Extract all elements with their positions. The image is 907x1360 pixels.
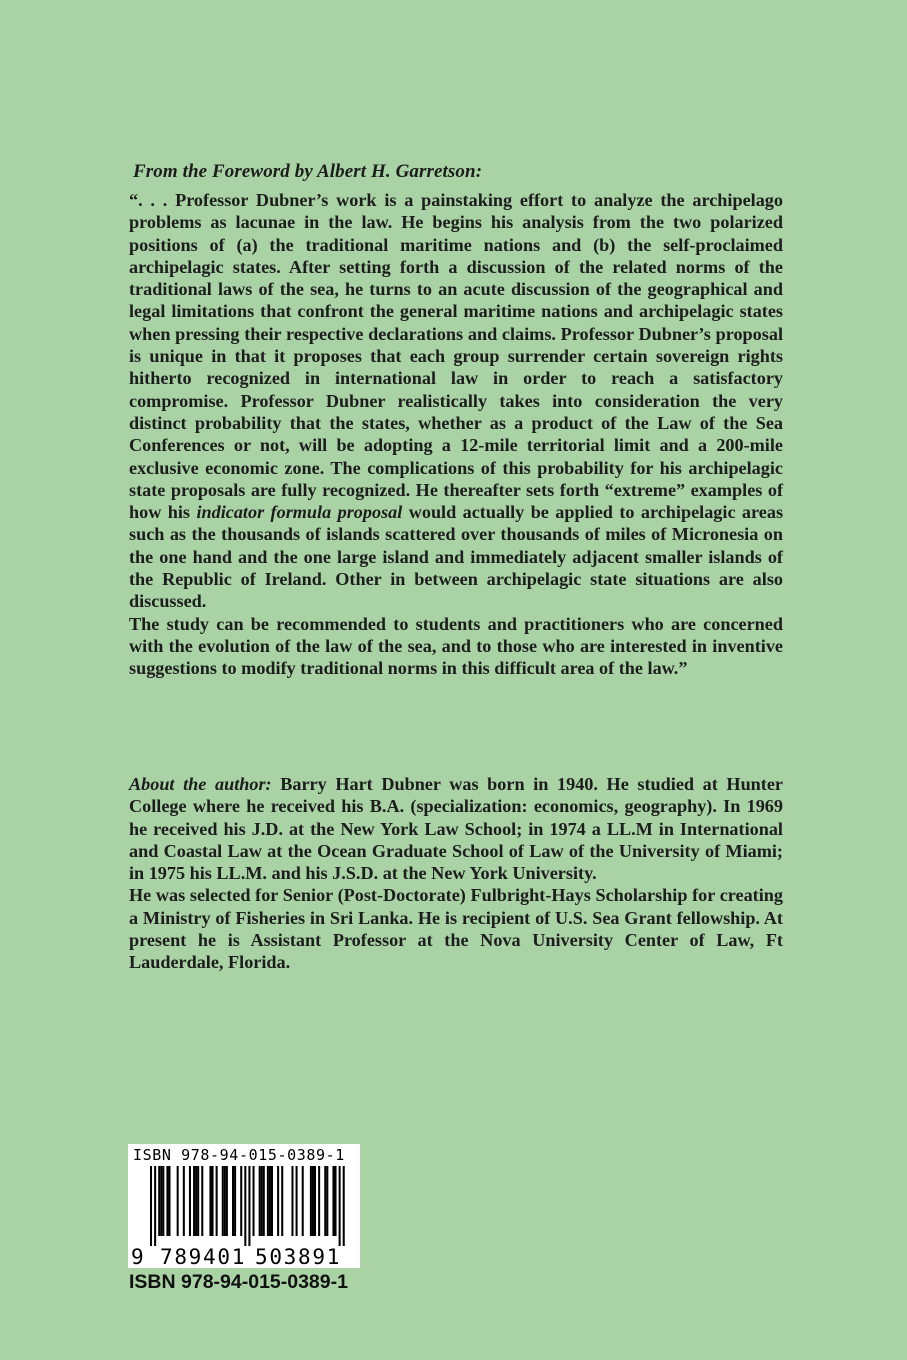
foreword-emphasis: indicator formula proposal <box>196 502 403 523</box>
foreword-recommendation: The study can be recommended to students and practitioners who are concerned with the evolution of the law of the sea, and to those who are interested in inventive suggestions to modify traditional norms in this difficult area of the law.” <box>129 613 783 679</box>
about-label: About the author: <box>129 774 272 794</box>
about-career: He was selected for Senior (Post-Doctorate) Fulbright-Hays Scholarship for creating a Ministry of Fisheries in Sri Lanka. He is recipient of U.S. Sea Grant fellowship. At present he is Assistant Professor at the Nova University Center of Law, Ft Lauderdale, Florida. <box>129 885 783 973</box>
barcode-bar <box>302 1166 304 1236</box>
barcode-bar <box>166 1166 168 1236</box>
about-paragraph <box>129 773 783 884</box>
barcode-bar <box>281 1166 283 1236</box>
foreword-quote <box>129 189 783 680</box>
barcode-bar <box>232 1166 234 1236</box>
barcode-bar <box>296 1166 298 1236</box>
barcode-bar <box>222 1166 224 1236</box>
barcode-box <box>128 1144 360 1268</box>
barcode-bar <box>271 1166 273 1236</box>
barcode-bar <box>312 1166 314 1236</box>
foreword-text-part2: would actually be applied to archipelagic areas such as the thousands of islands scattered over thousands of miles of Micronesia on the one hand and the one large island and immediately adjacent smaller islands of the Republic of Ireland. Other in between archipelagic state situations are also discussed. <box>129 502 784 612</box>
foreword-text-part1: “. . . Professor Dubner’s work is a painstaking effort to analyze the archipelago problems as lacunae in the law. He begins his analysis from the two polarized positions of (a) the traditional maritime nations and (b) the self-proclaimed archipelagic states. After setting forth a discussion of the related norms of the traditional laws of the sea, he turns to an acute discussion of the geographical and legal limitations that confront the general maritime nations and archipelagic states when pressing their respective declarations and claims. Professor Dubner’s proposal is unique in that it proposes that each group surrender certain sovereign rights hitherto recognized in international law in order to reach a satisfactory compromise. Professor Dubner realistically takes into consideration the very distinct probability that the states, whether as a product of the Law of the Sea Conferences or not, will be adopting a 12-mile territorial limit and a 200-mile exclusive economic zone. The complications of this probability for his archipelagic state proposals are fully recognized. He thereafter sets forth “extreme” examples of how his <box>129 190 783 523</box>
barcode-bar <box>318 1166 320 1236</box>
barcode-bar <box>324 1166 326 1236</box>
barcode-bar <box>193 1166 195 1236</box>
barcode-bar <box>168 1166 170 1236</box>
barcode-bar <box>158 1166 160 1236</box>
barcode-bar <box>269 1166 271 1236</box>
barcode-bar <box>332 1166 334 1236</box>
barcode-bar <box>291 1166 293 1236</box>
foreword-paragraph <box>129 189 783 613</box>
barcode-bar <box>197 1166 199 1236</box>
barcode-bar <box>189 1166 191 1236</box>
barcode-right-digits: 503891 <box>255 1245 342 1268</box>
barcode-bar <box>234 1166 236 1236</box>
barcode-bar <box>183 1166 185 1236</box>
barcode-guard-bar <box>343 1166 345 1246</box>
barcode-bar <box>209 1166 211 1236</box>
barcode-guard-bar <box>244 1166 246 1246</box>
barcode-bar <box>216 1166 218 1236</box>
barcode-bar <box>226 1166 228 1236</box>
foreword-heading: From the Foreword by Albert H. Garretson: <box>133 161 483 182</box>
barcode-bar <box>224 1166 226 1236</box>
barcode-bar <box>212 1166 214 1236</box>
barcode-bar <box>261 1166 263 1236</box>
isbn-label: ISBN 978-94-015-0389-1 <box>129 1271 348 1293</box>
barcode-bar <box>162 1166 164 1236</box>
barcode-bar <box>259 1166 261 1236</box>
barcode-lead-digit: 9 <box>131 1245 144 1268</box>
barcode-guard-bar <box>339 1166 341 1246</box>
barcode-bar <box>267 1166 269 1236</box>
barcode-bar <box>277 1166 279 1236</box>
barcode-left-digits: 789401 <box>160 1245 247 1268</box>
barcode-guard-bar <box>248 1166 250 1246</box>
barcode-guard-bar <box>154 1166 156 1246</box>
barcode-bar <box>314 1166 316 1236</box>
barcode-bar <box>195 1166 197 1236</box>
about-bio: Barry Hart Dubner was born in 1940. He studied at Hunter College where he received his B.A. (specialization: economics, geography). In 1969 he received his J.D. at the New York Law School; in 1974 a LL.M in International and Coastal Law at the Ocean Graduate School of Law of the University of Miami; in 1975 his LL.M. and his J.S.D. at the New York University. <box>129 774 783 884</box>
barcode-bar <box>263 1166 265 1236</box>
barcode-bar <box>326 1166 328 1236</box>
barcode-graphic <box>128 1164 360 1268</box>
barcode-bar <box>177 1166 179 1236</box>
about-author <box>129 773 783 974</box>
barcode-bar <box>253 1166 255 1236</box>
barcode-bar <box>201 1166 203 1236</box>
barcode-isbn-label: ISBN 978-94-015-0389-1 <box>133 1146 345 1164</box>
barcode-bar <box>160 1166 162 1236</box>
barcode-guard-bar <box>150 1166 152 1246</box>
barcode-bar <box>335 1166 337 1236</box>
barcode-bar <box>240 1166 242 1236</box>
barcode-bar <box>310 1166 312 1236</box>
